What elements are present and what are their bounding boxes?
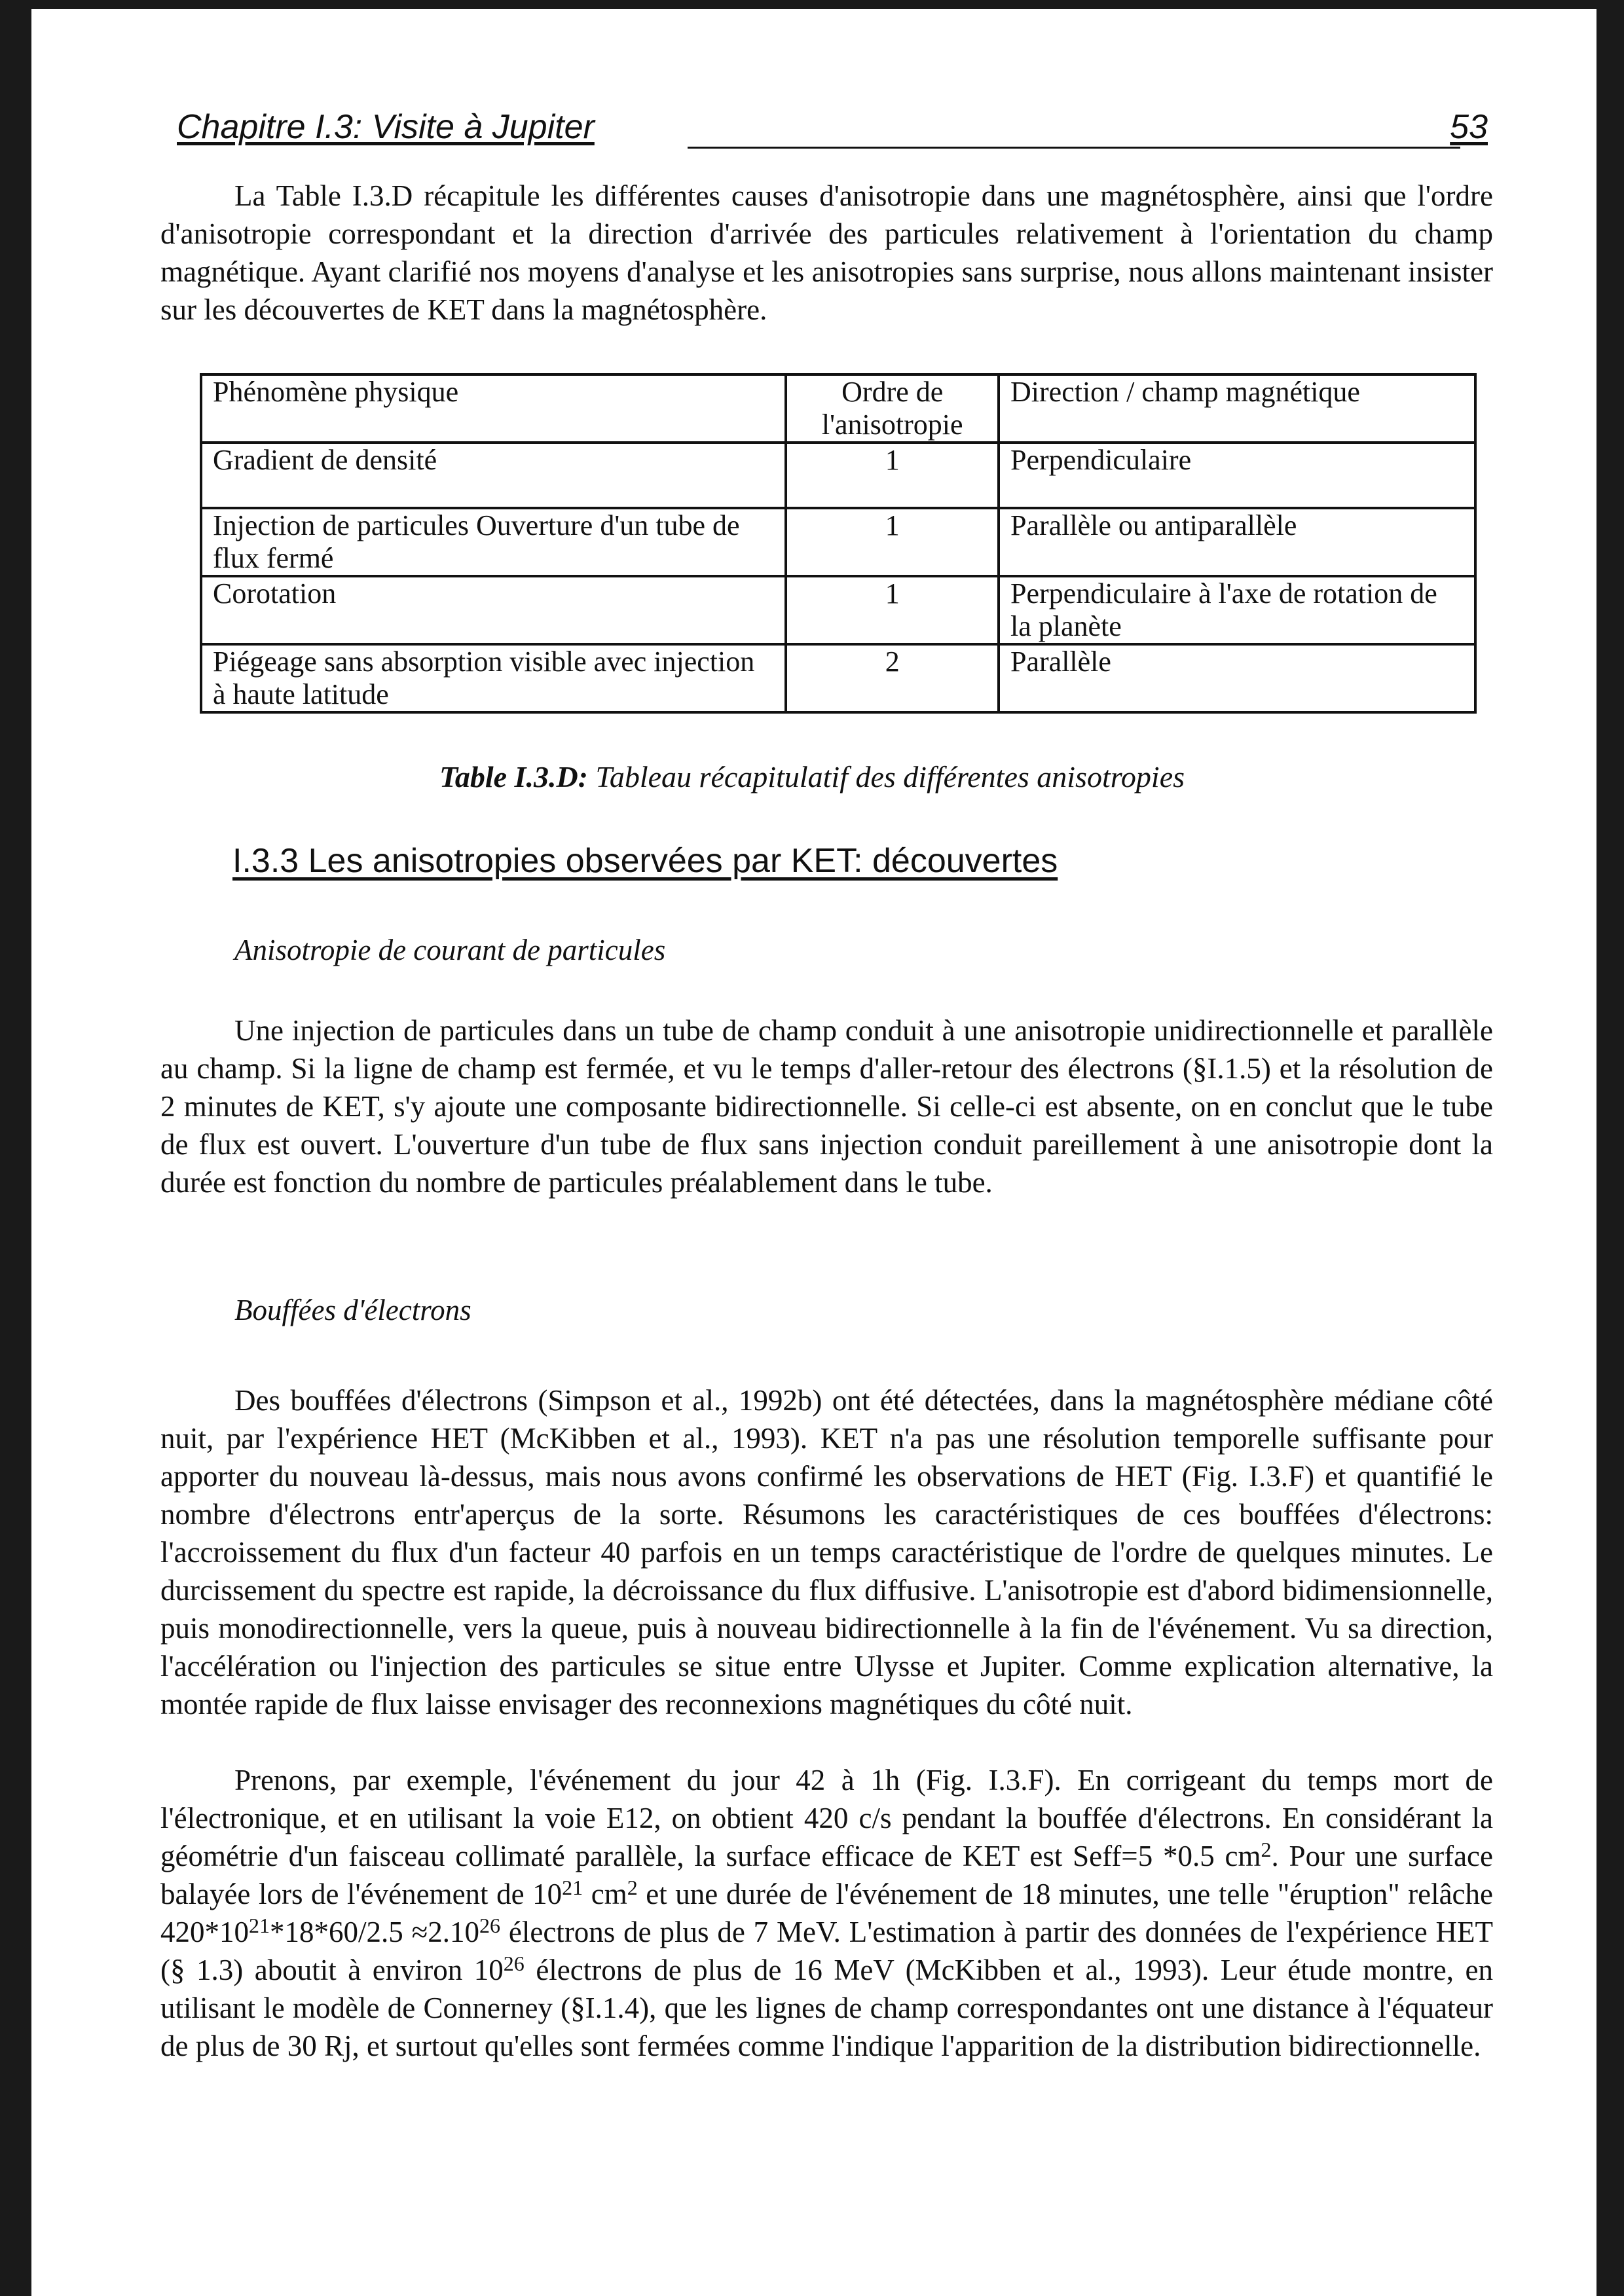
scan-border-left: [0, 0, 31, 2296]
text-run: électrons de plus de 7 MeV. L'estimation à partir des données de l'expérience HET (§ 1.3) aboutit à environ 10: [160, 1916, 1493, 1986]
table-cell: 1: [786, 508, 999, 576]
text-run: . Pour une surface balayée lors de l'événement de 10: [160, 1840, 1493, 1910]
superscript: 21: [562, 1876, 583, 1899]
table-row: [201, 644, 1475, 712]
table-row: [201, 443, 1475, 508]
header-rule: [688, 147, 1460, 149]
table-caption: [0, 759, 1624, 794]
table-cell: 1: [786, 443, 999, 508]
scan-border-top: [0, 0, 1624, 9]
superscript: 26: [503, 1952, 525, 1975]
body-paragraph: [160, 1761, 1493, 2065]
caption-text: Tableau récapitulatif des différentes anisotropies: [588, 760, 1185, 793]
table-cell: Injection de particules Ouverture d'un tube de flux fermé: [201, 508, 786, 576]
page-number: 53: [1450, 108, 1488, 146]
text-run: *18*60/2.5 ≈2.10: [270, 1916, 480, 1948]
intro-paragraph: La Table I.3.D récapitule les différentes causes d'anisotropie dans une magnétosphère, ainsi que l'ordre d'anisotropie correspondant et la direction d'arrivée des particules relativement à l'orientation du champ magnétique. Ayant clarifié nos moyens d'analyse et les anisotropies sans surprise, nous allons maintenant insister sur les découvertes de KET dans la magnétosphère.: [160, 179, 1493, 326]
superscript: 2: [627, 1876, 638, 1899]
table-row: [201, 576, 1475, 644]
table-cell: Gradient de densité: [201, 443, 786, 508]
table-header-row: [201, 374, 1475, 443]
page-header: [177, 107, 1493, 153]
table-header-cell: Direction / champ magnétique: [999, 374, 1475, 443]
scan-border-right: [1596, 0, 1624, 2296]
table-cell: Perpendiculaire à l'axe de rotation de la planète: [999, 576, 1475, 644]
table-cell: Piégeage sans absorption visible avec injection à haute latitude: [201, 644, 786, 712]
text-run: et une durée de l'événement de 18 minutes, une telle "éruption" relâche 420*10: [160, 1878, 1493, 1948]
table-cell: Corotation: [201, 576, 786, 644]
body-paragraph: Une injection de particules dans un tube de champ conduit à une anisotropie unidirectionnelle et parallèle au champ. Si la ligne de champ est fermée, et vu le temps d'aller-retour des électrons (§I.1.5) et la résolution de 2 minutes de KET, s'y ajoute une composante bidirectionnelle. Si celle-ci est absente, on en conclut que le tube de flux est ouvert. L'ouverture d'un tube de flux sans injection conduit pareillement à une anisotropie dont la durée est fonction du nombre de particules préalablement dans le tube.: [160, 1014, 1493, 1199]
table-row: [201, 508, 1475, 576]
table-cell: Parallèle: [999, 644, 1475, 712]
caption-label: Table I.3.D:: [439, 760, 588, 793]
superscript: 21: [249, 1914, 270, 1937]
text-run: Prenons, par exemple, l'événement du jour 42 à 1h (Fig. I.3.F). En corrigeant du temps mort de l'électronique, et en utilisant la voie E12, on obtient 420 c/s pendant la bouffée d'électrons. En considérant la géométrie d'un faisceau collimaté parallèle, la surface efficace de KET est Seff=5 *0.5 cm: [160, 1764, 1493, 1872]
subsection-title: Anisotropie de courant de particules: [234, 934, 666, 966]
section-title: I.3.3 Les anisotropies observées par KET: découvertes: [232, 842, 1058, 880]
text-run: électrons de plus de 16 MeV (McKibben et al., 1993). Leur étude montre, en utilisant le modèle de Connerney (§I.1.4), que les lignes de champ correspondantes ont une distance à l'équateur de plus de 30 Rj, et surtout qu'elles sont fermées comme l'indique l'apparition de la distribution bidirectionnelle.: [160, 1954, 1493, 2062]
subsection-title: Bouffées d'électrons: [234, 1294, 471, 1326]
table-cell: Parallèle ou antiparallèle: [999, 508, 1475, 576]
chapter-title: Chapitre I.3: Visite à Jupiter: [177, 108, 595, 146]
anisotropy-table: [200, 373, 1477, 714]
table-cell: Perpendiculaire: [999, 443, 1475, 508]
text-run: cm: [583, 1878, 627, 1910]
table-cell: 1: [786, 576, 999, 644]
table-cell: 2: [786, 644, 999, 712]
superscript: 2: [1261, 1838, 1272, 1861]
table-header-cell: Ordre de l'anisotropie: [786, 374, 999, 443]
superscript: 26: [479, 1914, 501, 1937]
table-header-cell: Phénomène physique: [201, 374, 786, 443]
body-paragraph: Des bouffées d'électrons (Simpson et al., 1992b) ont été détectées, dans la magnétosphère médiane côté nuit, par l'expérience HET (McKibben et al., 1993). KET n'a pas une résolution temporelle suffisante pour apporter du nouveau là-dessus, mais nous avons confirmé les observations de HET (Fig. I.3.F) et quantifié le nombre d'électrons entr'aperçus de la sorte. Résumons les caractéristiques de ces bouffées d'électrons: l'accroissement du flux d'un facteur 40 parfois en un temps caractéristique de l'ordre de quelques minutes. Le durcissement du spectre est rapide, la décroissance du flux diffusive. L'anisotropie est d'abord bidimensionnelle, puis monodirectionnelle, vers la queue, puis à nouveau bidirectionnelle à la fin de l'événement. Vu sa direction, l'accélération ou l'injection des particules se situe entre Ulysse et Jupiter. Comme explication alternative, la montée rapide de flux laisse envisager des reconnexions magnétiques du côté nuit.: [160, 1384, 1493, 1721]
